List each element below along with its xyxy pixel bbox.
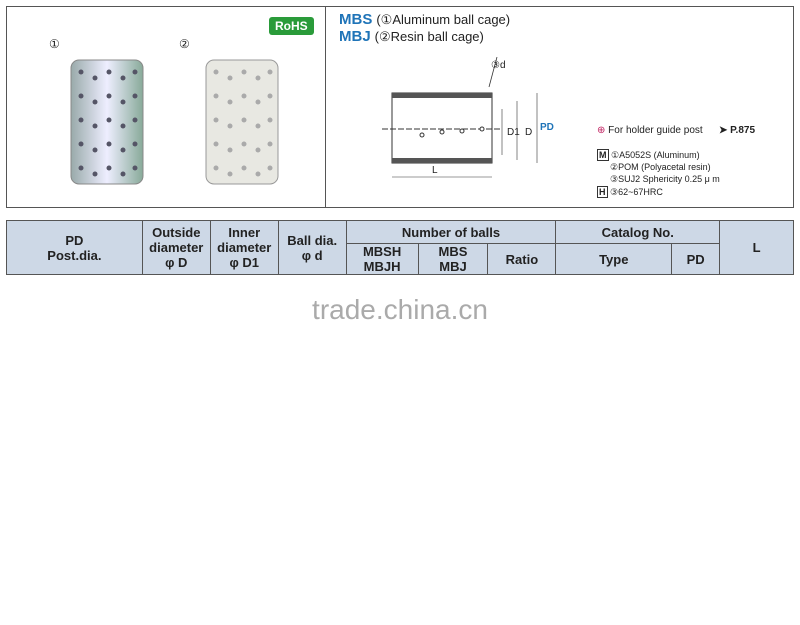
th-mbsh: MBSH MBJH	[346, 244, 418, 275]
resin-ball-cage-image	[202, 52, 282, 192]
dim-d1-label: D1	[507, 127, 520, 138]
h-icon: H	[599, 187, 606, 197]
th-outside: Outside diameter φ D	[142, 221, 210, 275]
watermark: trade.china.cn	[0, 295, 800, 325]
page-ref: ➤ P.875	[719, 125, 756, 136]
th-balls: Number of balls	[346, 221, 556, 244]
dim-d-label: ③d	[491, 60, 506, 71]
material-m-line2: ②POM (Polyacetal resin)	[610, 162, 711, 172]
dim-D-label: D	[525, 127, 533, 138]
title-mbs: MBS (①Aluminum ball cage)	[339, 11, 511, 28]
product-header-panel	[6, 6, 794, 208]
cage-dimension-drawing	[377, 57, 587, 187]
material-m-line3: ③SUJ2 Sphericity 0.25 μ m	[610, 174, 720, 184]
holder-icon: ⊕	[597, 125, 606, 136]
th-pd: PD Post.dia.	[7, 221, 143, 275]
material-m-line1: M ①A5052S (Aluminum)	[599, 150, 700, 160]
spec-table	[6, 220, 794, 275]
title-mbj: MBJ (②Resin ball cage)	[339, 28, 484, 45]
item2-label: ②	[179, 37, 190, 51]
th-catalog: Catalog No.	[556, 221, 720, 244]
aluminum-ball-cage-image	[67, 52, 147, 192]
hardness-line: H ③62~67HRC	[599, 187, 663, 197]
th-type: Type	[556, 244, 672, 275]
holder-note: ⊕ For holder guide post	[597, 125, 703, 136]
dim-l-label: L	[432, 165, 438, 176]
arrow-icon: ➤	[719, 125, 728, 136]
th-ratio: Ratio	[488, 244, 556, 275]
dim-pd-label: PD	[540, 122, 554, 133]
th-inner: Inner diameter φ D1	[210, 221, 278, 275]
th-ball: Ball dia. φ d	[278, 221, 346, 275]
panel-divider	[325, 7, 326, 207]
item1-label: ①	[49, 37, 60, 51]
rohs-badge: RoHS	[269, 17, 314, 35]
th-pd2: PD	[672, 244, 720, 275]
th-l: L	[720, 221, 794, 275]
th-mbs: MBS MBJ	[418, 244, 488, 275]
m-icon: M	[599, 150, 607, 160]
